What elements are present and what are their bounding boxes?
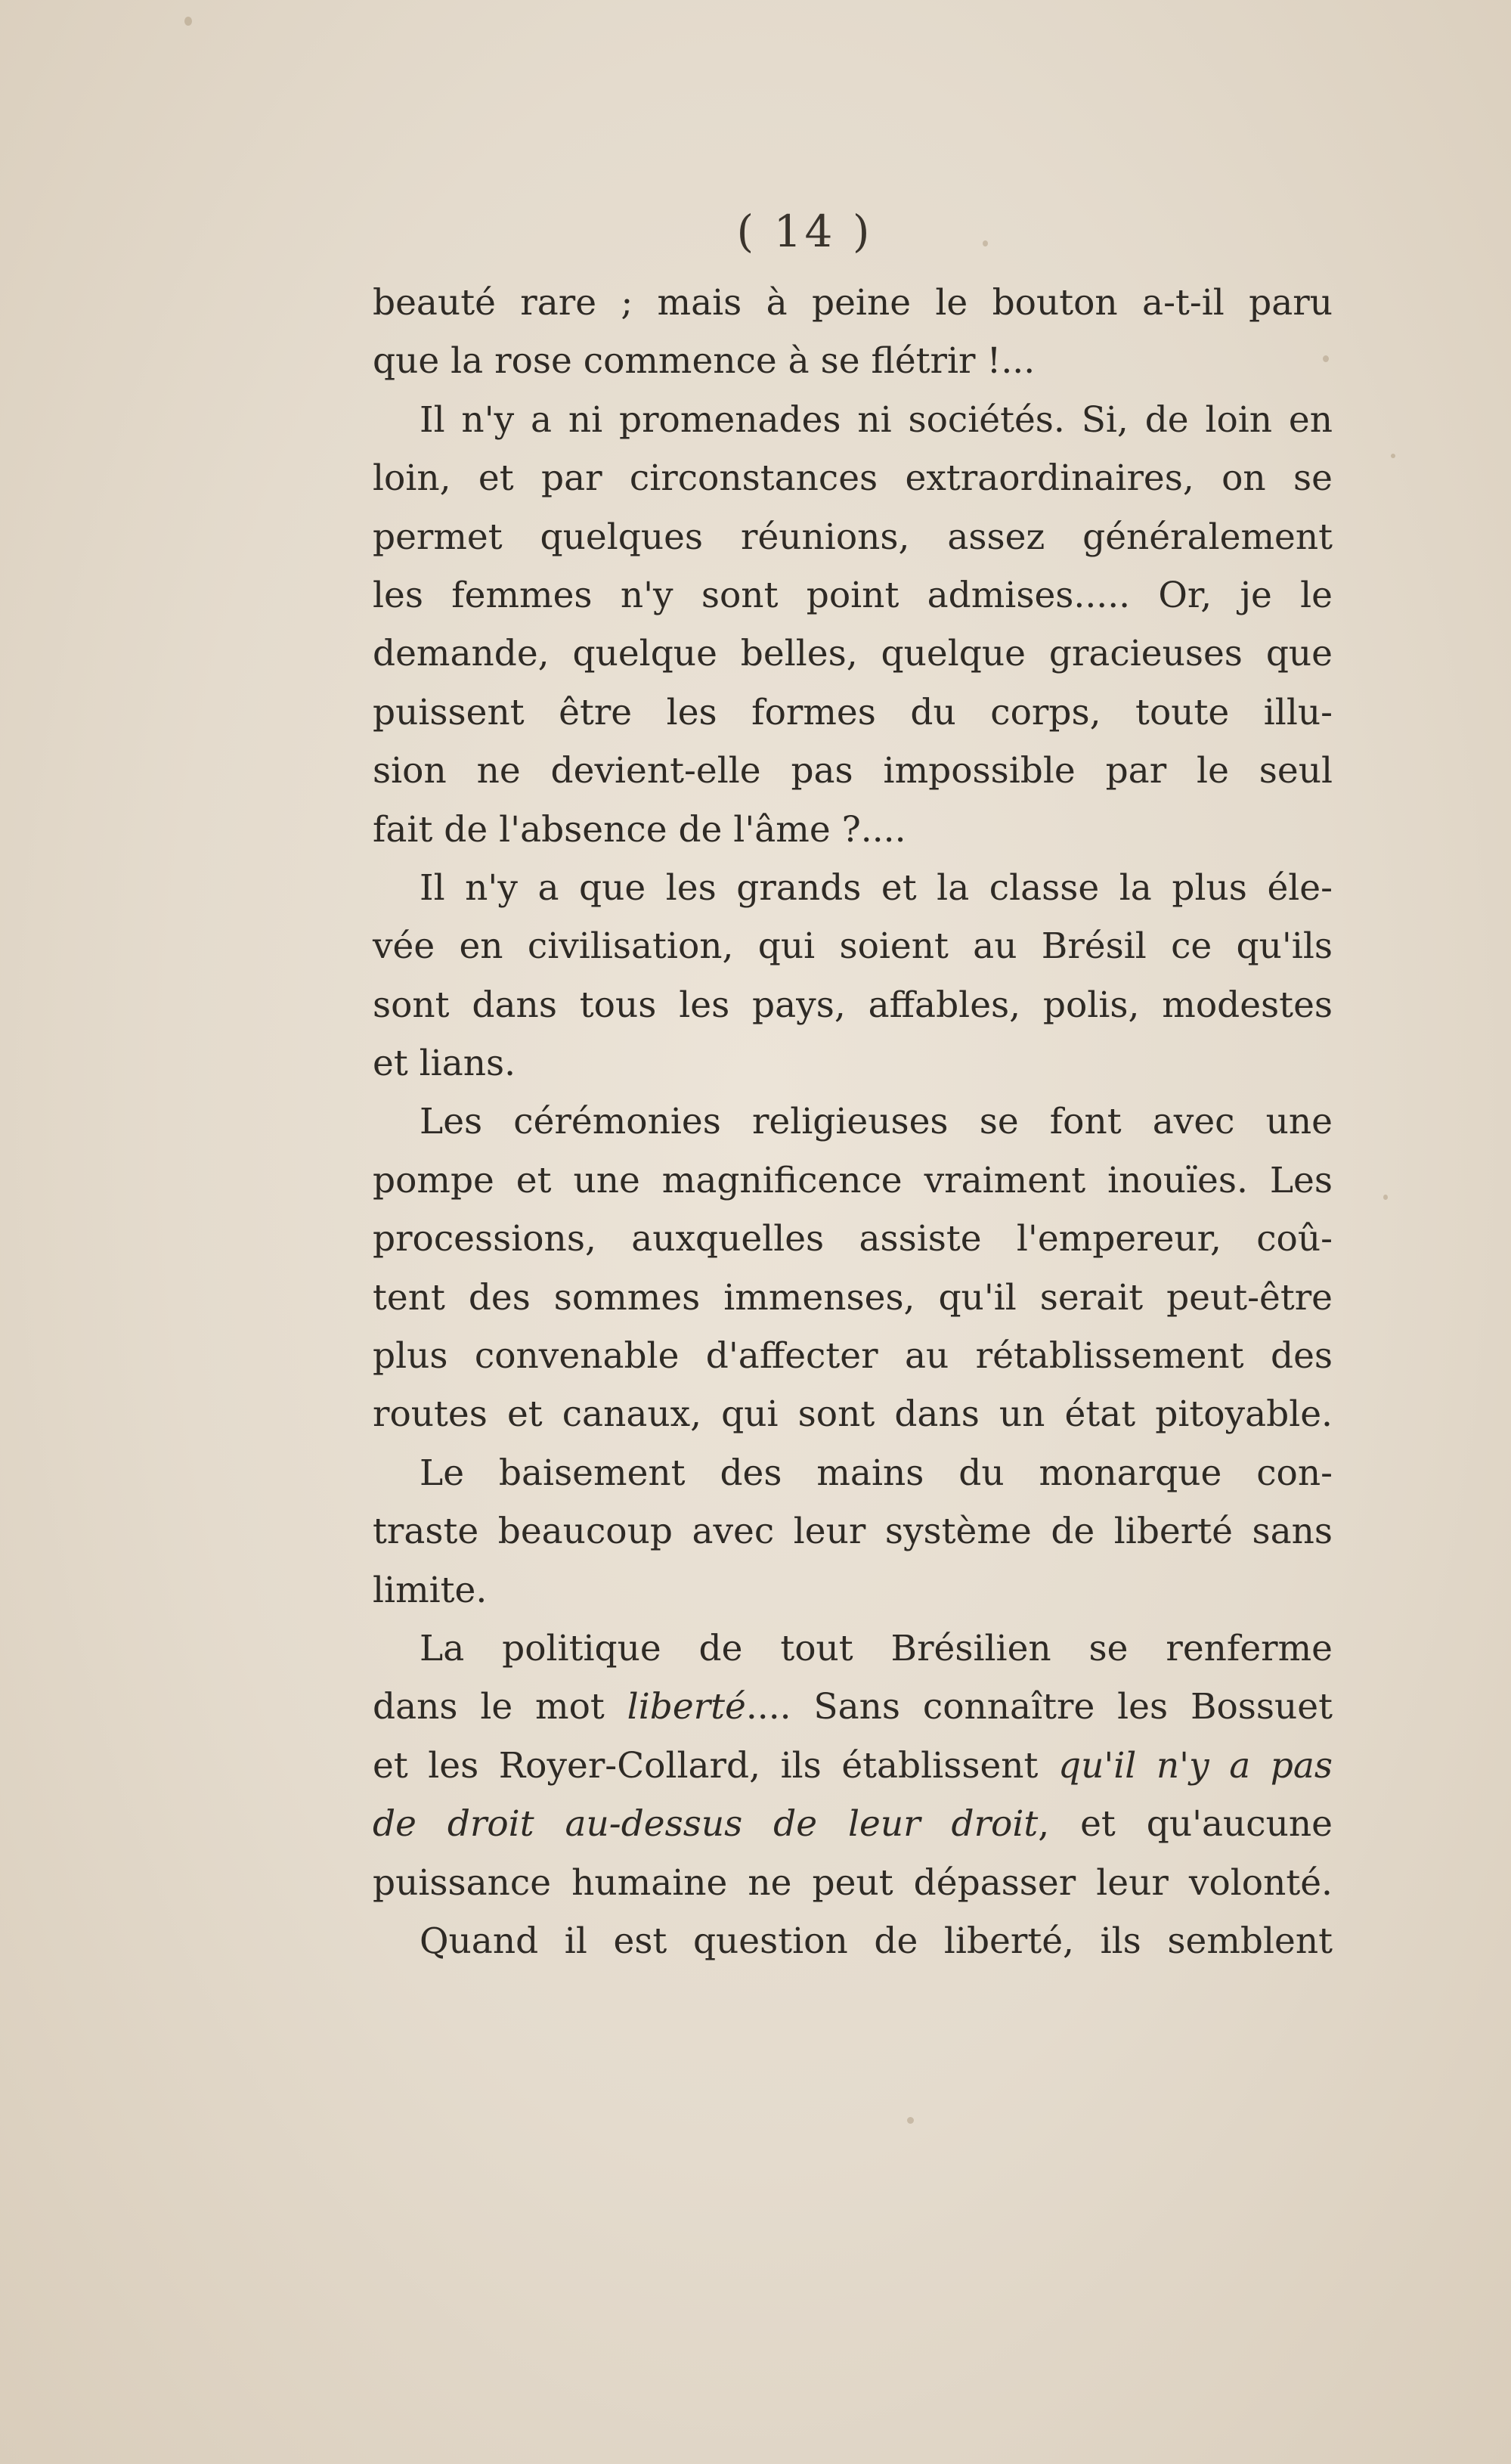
text-segment: Il n'y a que les grands et la classe la plus éle- xyxy=(420,866,1333,909)
text-line xyxy=(373,742,1333,800)
text-segment: loin, et par circonstances extraordinaires, on se xyxy=(373,457,1333,500)
page-number: ( 14 ) xyxy=(736,206,873,257)
text-line xyxy=(373,1795,1333,1853)
text-line xyxy=(373,1385,1333,1443)
text-line xyxy=(373,1327,1333,1385)
text-segment: demande, quelque belles, quelque gracieuses que xyxy=(373,633,1333,675)
text-segment: les femmes n'y sont point admises..... Or, je le xyxy=(373,574,1333,616)
text-segment: puissance humaine ne peut dépasser leur volonté. xyxy=(373,1861,1333,1904)
text-line xyxy=(373,1444,1333,1502)
text-segment: permet quelques réunions, assez généralement xyxy=(373,516,1333,558)
text-segment: limite. xyxy=(373,1569,488,1611)
text-line xyxy=(373,274,1333,332)
text-segment: plus convenable d'affecter au rétablissement des xyxy=(373,1335,1333,1378)
text-segment: dans le mot xyxy=(373,1686,627,1728)
text-line xyxy=(373,917,1333,975)
text-line xyxy=(373,1269,1333,1327)
text-line xyxy=(373,1619,1333,1678)
text-line xyxy=(373,801,1333,859)
text-segment: sont dans tous les pays, affables, polis, modestes xyxy=(373,984,1333,1026)
text-line xyxy=(373,1151,1333,1210)
text-line xyxy=(373,1737,1333,1795)
text-segment: traste beaucoup avec leur système de liberté sans xyxy=(373,1511,1333,1553)
text-line xyxy=(373,1561,1333,1619)
text-segment: vée en civilisation, qui soient au Brésil ce qu'ils xyxy=(373,925,1333,968)
text-segment: .... Sans connaître les Bossuet xyxy=(745,1686,1333,1728)
text-line xyxy=(373,625,1333,683)
foxing-spot xyxy=(184,17,192,26)
text-segment: Le baisement des mains du monarque con- xyxy=(420,1452,1333,1494)
italic-text: de droit au-dessus de leur droit xyxy=(373,1803,1039,1846)
foxing-spot xyxy=(907,2117,914,2124)
text-line xyxy=(373,859,1333,917)
text-segment: La politique de tout Brésilien se renferme xyxy=(420,1627,1333,1669)
italic-text: qu'il n'y a pas xyxy=(1057,1744,1333,1787)
text-segment: que la rose commence à se flétrir !... xyxy=(373,340,1036,383)
text-line xyxy=(373,976,1333,1034)
text-segment: processions, auxquelles assiste l'empereur, coû- xyxy=(373,1218,1333,1260)
text-segment: sion ne devient-elle pas impossible par le seul xyxy=(373,750,1333,792)
text-line xyxy=(373,1854,1333,1912)
text-line xyxy=(373,683,1333,742)
text-segment: et lians. xyxy=(373,1043,516,1085)
text-segment: et les Royer-Collard, ils établissent xyxy=(373,1744,1058,1787)
text-line xyxy=(373,1093,1333,1151)
text-segment: fait de l'absence de l'âme ?.... xyxy=(373,808,906,851)
text-segment: beauté rare ; mais à peine le bouton a-t-il paru xyxy=(373,282,1333,324)
text-segment: , et qu'aucune xyxy=(1038,1803,1333,1846)
text-segment: Il n'y a ni promenades ni sociétés. Si, de loin en xyxy=(420,398,1333,441)
body-text xyxy=(373,274,1333,1970)
text-segment: Les cérémonies religieuses se font avec une xyxy=(420,1101,1333,1143)
text-line xyxy=(373,1210,1333,1268)
text-line xyxy=(373,391,1333,449)
text-line xyxy=(373,1912,1333,1970)
text-segment: puissent être les formes du corps, toute illu- xyxy=(373,691,1333,733)
italic-text: liberté xyxy=(627,1686,746,1728)
text-segment: Quand il est question de liberté, ils semblent xyxy=(420,1920,1333,1962)
text-segment: routes et canaux, qui sont dans un état pitoyable. xyxy=(373,1393,1333,1436)
text-segment: tent des sommes immenses, qu'il serait peut-être xyxy=(373,1276,1333,1319)
text-line xyxy=(373,508,1333,566)
foxing-spot xyxy=(1391,454,1395,458)
text-segment: pompe et une magnificence vraiment inouïes. Les xyxy=(373,1159,1333,1201)
text-line xyxy=(373,449,1333,507)
text-line xyxy=(373,332,1333,390)
text-line xyxy=(373,1678,1333,1736)
text-line xyxy=(373,1034,1333,1093)
text-line xyxy=(373,566,1333,625)
text-line xyxy=(373,1502,1333,1561)
foxing-spot xyxy=(1383,1195,1388,1200)
